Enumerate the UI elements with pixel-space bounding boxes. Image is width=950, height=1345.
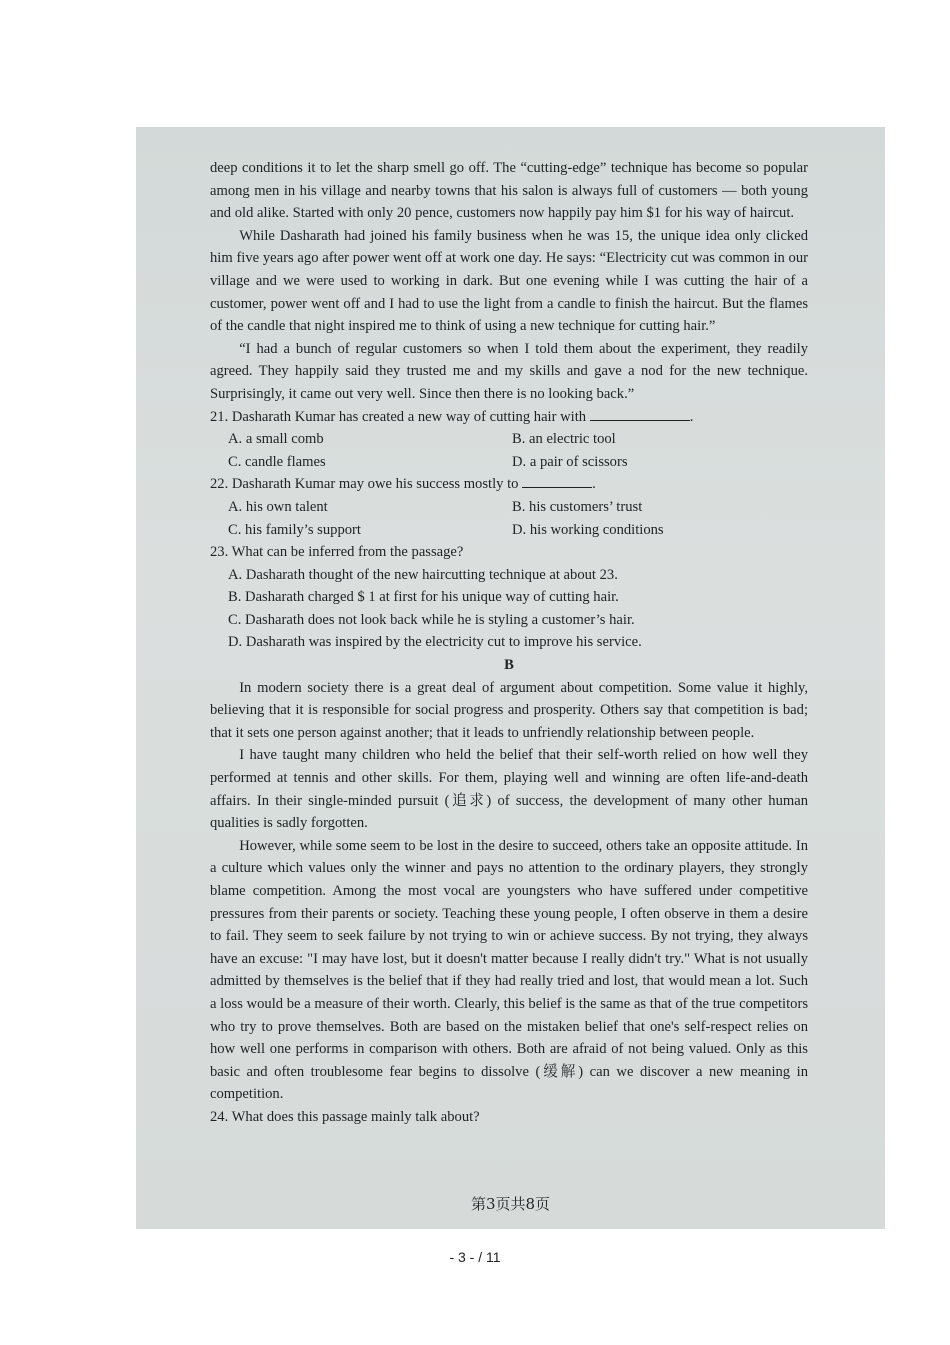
question-24 (210, 1106, 808, 1129)
passage-b-paragraph-2: I have taught many children who held the belief that their self-worth relied on how well they performed at tennis and other skills. For them, playing well and winning are often life-and-death affairs. In their single-minded pursuit (追求) of success, the development of many other human qualities is sadly forgotten. (210, 747, 808, 832)
option-a: A. his own talent (228, 498, 328, 515)
question-21-options (210, 428, 808, 473)
question-22-options (210, 496, 808, 541)
option-c: C. Dasharath does not look back while he is styling a customer’s hair. (228, 611, 635, 628)
answer-blank (522, 473, 592, 488)
option-d: D. his working conditions (512, 521, 664, 538)
passage-b-paragraph-3: However, while some seem to be lost in the desire to succeed, others take an opposite attitude. In a culture which values only the winner and pays no attention to the ordinary players, they strongly blame competition. Among the most vocal are youngsters who have suffered under competitive pressures from their parents or society. Teaching these young people, I often observe in them a desire to fail. They seem to seek failure by not trying to win or achieve success. By not trying, they always have an excuse: "I may have lost, but it doesn't matter because I really didn't try." What is not usually admitted by themselves is the belief that if they had really tried and lost, that would mean a lot. Such a loss would be a measure of their worth. Clearly, this belief is the same as that of the true competitors who try to prove themselves. Both are based on the mistaken belief that one's self-respect relies on how well one performs in comparison with others. Both are afraid of not being valued. Only as this basic and often troublesome fear begins to dissolve (缓解) can we discover a new meaning in competition. (210, 837, 808, 1103)
page-footer: - 3 - / 11 (449, 1249, 501, 1265)
option-d: D. Dasharath was inspired by the electricity cut to improve his service. (228, 634, 642, 651)
question-21 (210, 406, 808, 429)
question-22-end: . (592, 476, 596, 493)
page-content (210, 157, 808, 1129)
question-22 (210, 473, 808, 496)
option-a: A. Dasharath thought of the new haircutting technique at about 23. (228, 566, 618, 583)
passage-a-paragraph-2: While Dasharath had joined his family business when he was 15, the unique idea only clicked him five years ago after power went off at work one day. He says: “Electricity cut was common in our village and we were used to working in dark. But one evening while I was cutting the hair of a customer, power went off and I had to use the light from a candle to finish the haircut. But the flames of the candle that night inspired me to think of using a new technique for cutting hair.” (210, 227, 808, 335)
question-21-end: . (689, 408, 694, 425)
option-b: B. Dasharath charged $ 1 at first for his unique way of cutting hair. (228, 589, 619, 606)
question-23 (210, 541, 808, 564)
question-24-stem: 24. What does this passage mainly talk about? (210, 1108, 480, 1125)
passage-a-paragraph-1: deep conditions it to let the sharp smell go off. The “cutting-edge” technique has become so popular among men in his village and nearby towns that his salon is always full of customers — both young and old alike. Started with only 20 pence, customers now happily pay him $1 for his way of haircut. (210, 160, 808, 222)
option-c: C. his family’s support (228, 521, 361, 538)
section-label-b: B (504, 657, 514, 674)
page-number-label: 第3页共8页 (470, 1195, 551, 1213)
option-a: A. a small comb (228, 431, 324, 448)
option-d: D. a pair of scissors (512, 453, 628, 470)
passage-a-paragraph-3: “I had a bunch of regular customers so when I told them about the experiment, they readily agreed. They happily said they trusted me and my skills and gave a nod for the new technique. Surprisingly, it came out very well. Since then there is no looking back.” (210, 340, 808, 402)
scanned-page (136, 127, 885, 1229)
answer-blank (590, 406, 690, 421)
question-23-stem: 23. What can be inferred from the passage? (210, 544, 464, 561)
question-21-stem: 21. Dasharath Kumar has created a new way of cutting hair with (210, 408, 587, 425)
passage-b-paragraph-1: In modern society there is a great deal of argument about competition. Some value it highly, believing that it is responsible for social progress and prosperity. Others say that competition is bad; that it sets one person against another; that it leads to unfriendly relationship between people. (210, 679, 808, 741)
option-b: B. his customers’ trust (512, 498, 643, 515)
option-b: B. an electric tool (512, 431, 616, 448)
option-c: C. candle flames (228, 453, 326, 470)
question-22-stem: 22. Dasharath Kumar may owe his success mostly to (210, 476, 519, 493)
